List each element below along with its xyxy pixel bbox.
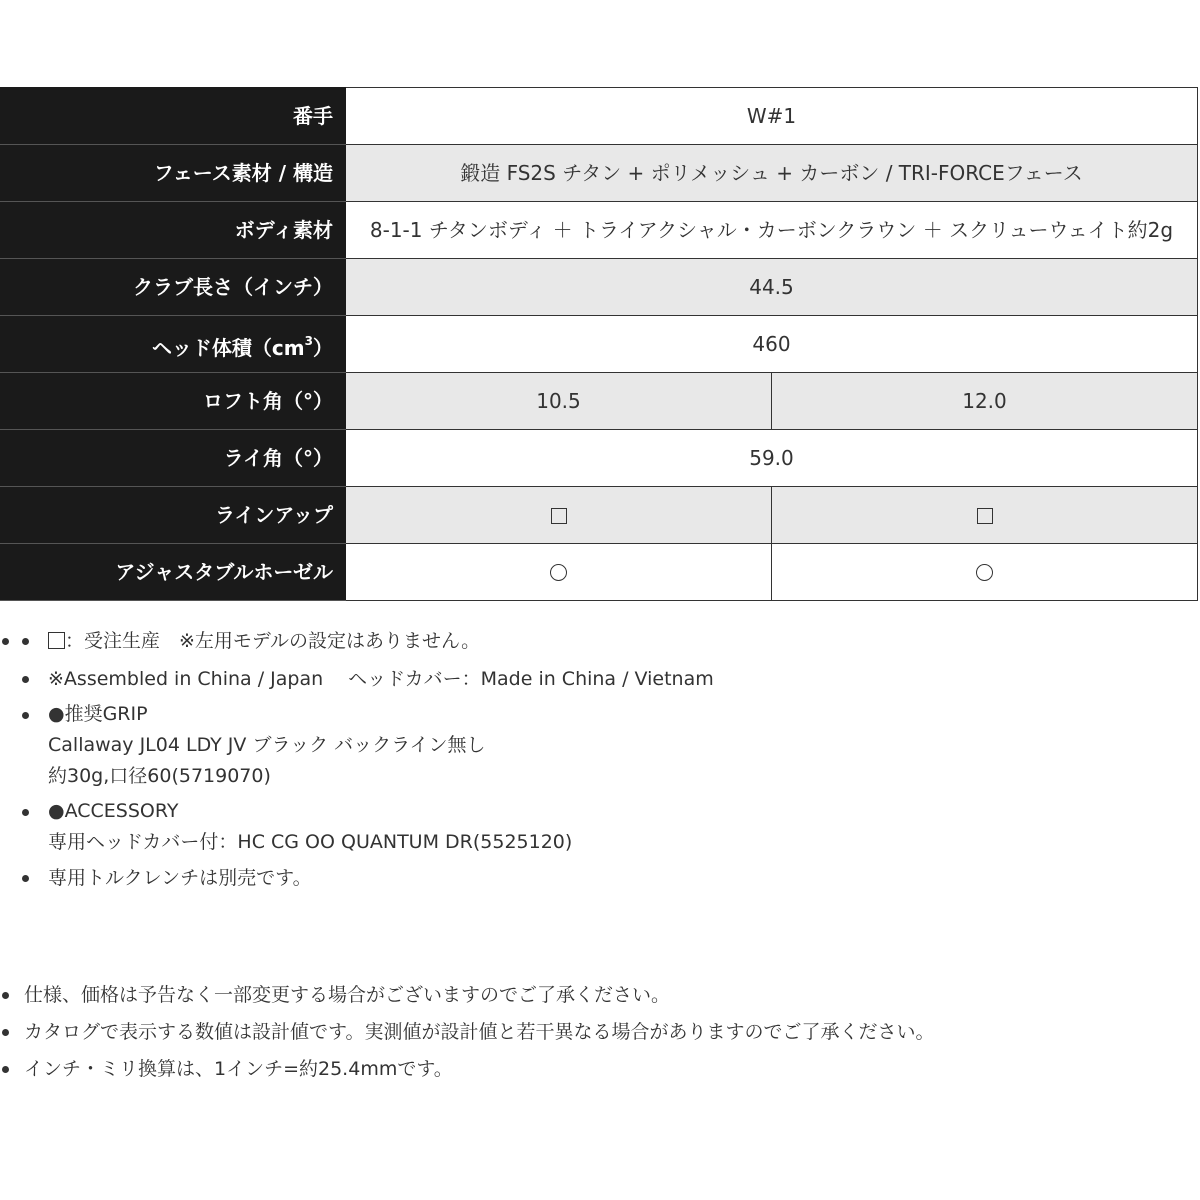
- bullet-icon: [22, 809, 29, 816]
- spec-label: ボディ素材: [1, 202, 346, 259]
- spec-value: 59.0: [346, 430, 1198, 487]
- bullet-icon: [22, 712, 29, 719]
- circle-icon: [976, 564, 993, 581]
- grip-heading: ●推奨GRIP: [48, 703, 148, 725]
- bullet-icon: [2, 1029, 9, 1036]
- spec-table: [0, 87, 1198, 601]
- spec-value-right: [772, 487, 1198, 544]
- bullet-icon: [22, 676, 29, 683]
- spec-value-left: [346, 544, 772, 601]
- note-made-to-order: [0, 625, 1200, 657]
- spec-value: W#1: [346, 88, 1198, 145]
- circle-icon: [550, 564, 567, 581]
- disclaimer-text: インチ・ミリ換算は、1インチ=約25.4mmです。: [24, 1058, 453, 1080]
- spec-value: 鍛造 FS2S チタン + ポリメッシュ + カーボン / TRI-FORCEフェース: [346, 145, 1198, 202]
- disclaimer-item: [0, 1051, 1200, 1088]
- spec-value-right: [772, 544, 1198, 601]
- note-accessory: [0, 796, 1200, 858]
- spec-label: ロフト角（°）: [1, 373, 346, 430]
- spec-label: フェース素材 / 構造: [1, 145, 346, 202]
- note-text: 専用トルクレンチは別売です。: [48, 867, 312, 889]
- bullet-icon: [2, 992, 9, 999]
- spec-label: クラブ長さ（インチ）: [1, 259, 346, 316]
- note-wrench: [0, 862, 1200, 894]
- disclaimer-item: [0, 977, 1200, 1014]
- grip-line: Callaway JL04 LDY JV ブラック バックライン無し: [48, 734, 486, 756]
- bullet-icon: [2, 1066, 9, 1073]
- bullet-icon: [22, 638, 29, 645]
- bullet-icon: [22, 875, 29, 882]
- spec-label: ラインアップ: [1, 487, 346, 544]
- spec-value: 460: [346, 316, 1198, 373]
- square-icon: [551, 508, 567, 524]
- square-icon: [48, 632, 65, 649]
- accessory-line: 専用ヘッドカバー付：HC CG OO QUANTUM DR(5525120): [48, 831, 573, 853]
- spec-row-face-material: [1, 145, 1198, 202]
- spec-label: アジャスタブルホーゼル: [1, 544, 346, 601]
- spec-value-left: [346, 487, 772, 544]
- notes-list: [0, 625, 1200, 894]
- spec-row-lie: [1, 430, 1198, 487]
- note-text: ：受注生産 ※左用モデルの設定はありません。: [65, 630, 481, 652]
- spec-label: 番手: [1, 88, 346, 145]
- spec-value: 8-1-1 チタンボディ ＋ トライアクシャル・カーボンクラウン ＋ スクリューウェイト約2g: [346, 202, 1198, 259]
- bullet-icon: [2, 638, 9, 645]
- note-assembled: [0, 663, 1200, 695]
- spec-row-head-volume: [1, 316, 1198, 373]
- grip-line: 約30g,口径60(5719070): [48, 765, 271, 787]
- accessory-heading: ●ACCESSORY: [48, 800, 179, 822]
- disclaimer-text: 仕様、価格は予告なく一部変更する場合がございますのでご了承ください。: [24, 984, 671, 1006]
- spec-label: [1, 316, 346, 373]
- spec-row-lineup: [1, 487, 1198, 544]
- square-icon: [977, 508, 993, 524]
- spec-row-body-material: [1, 202, 1198, 259]
- disclaimer-text: カタログで表示する数値は設計値です。実測値が設計値と若干異なる場合がありますのでご了承ください。: [24, 1021, 935, 1043]
- spec-value: 44.5: [346, 259, 1198, 316]
- disclaimer-list: [0, 977, 1200, 1088]
- spec-label: ライ角（°）: [1, 430, 346, 487]
- label-text: ヘッド体積（cm: [151, 335, 305, 360]
- disclaimer-item: [0, 1014, 1200, 1051]
- label-superscript: 3: [304, 333, 313, 348]
- note-text: ※Assembled in China / Japan ヘッドカバー：Made in China / Vietnam: [48, 668, 714, 690]
- spec-row-adjustable-hosel: [1, 544, 1198, 601]
- spec-value-left: 10.5: [346, 373, 772, 430]
- spec-row-loft: [1, 373, 1198, 430]
- spec-row-club-length: [1, 259, 1198, 316]
- spec-value-right: 12.0: [772, 373, 1198, 430]
- spec-row-count: [1, 88, 1198, 145]
- label-end: ）: [313, 335, 333, 360]
- note-grip: [0, 699, 1200, 792]
